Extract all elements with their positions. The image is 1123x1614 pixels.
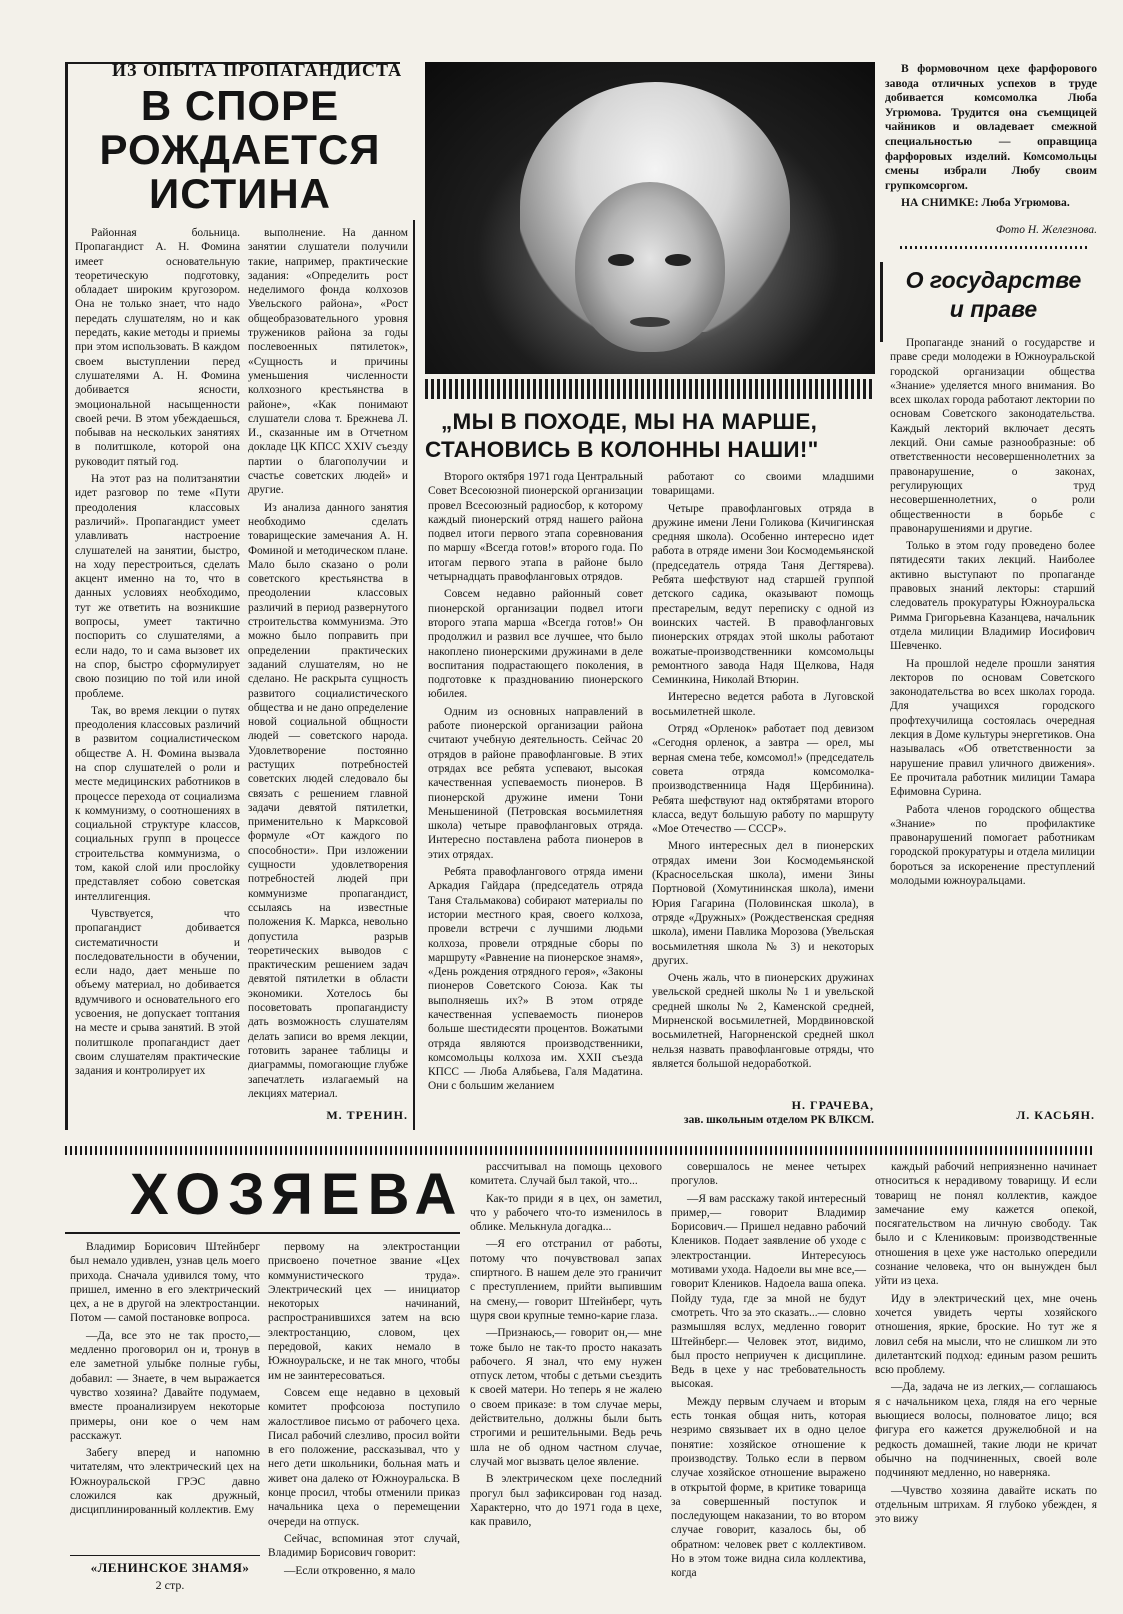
- caption-text: В формовочном цехе фарфорового завода отличных успехов в труде добивается комсомолка Люба Угрюмова. Трудится она съемщицей чайников и овладевает смежной специальностью — оправщица фарфоровых изделий. Комсомольцы смены избрали Любу своим групкомсоргом.: [885, 62, 1097, 192]
- article3-title-line2: и праве: [949, 296, 1038, 322]
- article2-column-1: [428, 470, 643, 1135]
- article3-body: [890, 336, 1095, 1106]
- paragraph: —Я его отстранил от работы, потому что почувствовал запах спиртного. В нашем деле это граничит с преступлением, прийти выпившим на смену,— говорит Штейнберг, чуть щуря свои крупные темно-карие глаза.: [470, 1238, 662, 1322]
- paragraph: Совсем недавно районный совет пионерской организации подвел итоги второго этапа марша «Всегда готов!» Он продолжил и развил все лучшее, что было накоплено пионерскими дружинами в деле воспитания подрастающего поколения, в подготовке к празднованию пионерского юбилея.: [428, 588, 643, 701]
- paragraph: каждый рабочий неприязненно начинает относиться к нерадивому товарищу. И если товарищ не понял коллектив, каждое замечание ему кажется опекой, посягательством на личную свободу. Так было и с Клениковым: производственные отношения в цехе уже настолько опередили сознание человека, что он вынужден был уйти из цеха.: [875, 1161, 1097, 1288]
- paragraph: Чувствуется, что пропагандист добивается систематичности и последовательности в обучении, если надо, дает меньше по объему материал, но добивается вдумчивого и основательного его усвоения, не допускает топтания на месте и срыва занятий. В этой политшколе пропагандист дает своим слушателям практические задания и контролирует их: [75, 907, 240, 1078]
- paragraph: Забегу вперед и напомню читателям, что электрический цех на Южноуральской ГРЭС давно сложился как дружный, дисциплинированный коллектив. Ему: [70, 1447, 260, 1517]
- paragraph: Районная больница. Пропагандист А. Н. Фомина имеет основательную теоретическую подготовку, обладает широким кругозором. Она не только знает, что надо передать слушателям, но и как передать, какие методы и приемы при этом использовать. В каждом своем выступлении перед слушателями А. Н. Фомина добивается ясности, эмоциональной насыщенности своей речи. В этом убеждаешься, побывав на нескольких занятиях в политшколе, которой она руководит пятый год.: [75, 227, 240, 468]
- article1-column-1: [75, 226, 240, 1116]
- article1-title-line2: РОЖДАЕТСЯ: [99, 126, 381, 173]
- article2-signature: Н. ГРАЧЕВА,: [791, 1098, 874, 1112]
- article4-column-4: [671, 1160, 866, 1605]
- article3-title-line1: О государстве: [905, 267, 1082, 293]
- paragraph: Сейчас, вспоминая этот случай, Владимир Борисович говорит:: [268, 1532, 460, 1560]
- photo-bottom-bar: [425, 379, 875, 399]
- article3-title: [890, 266, 1097, 324]
- paragraph: Второго октября 1971 года Центральный Совет Всесоюзной пионерской организации провел Всесоюзный радиосбор, к которому каждый пионерский отряд нашего района подвел итоги первого этапа соревнования по маршу «Всегда готов!» второго года. По итогам первого этапа в районе было четырнадцать правофланговых отрядов.: [428, 471, 643, 584]
- article4-column-1: [70, 1240, 260, 1552]
- article1-right-rule: [413, 220, 415, 1130]
- paragraph: Совсем еще недавно в цеховый комитет профсоюза поступило жалостливое письмо от рабочего цеха. Писал рабочий слезливо, просил войти в его положение, рассказывал, что у него дети школьники, больная мать и живет она далеко от Южноуральска. В конце просил, чтобы отменили приказ начальника цеха о перемещении очереди на отпуск.: [268, 1386, 460, 1528]
- article3-signature: Л. КАСЬЯН.: [1016, 1108, 1095, 1122]
- article1-title-line3: ИСТИНА: [149, 170, 331, 217]
- photo-caption: [885, 62, 1097, 210]
- article4-column-3: [470, 1160, 662, 1605]
- paragraph: Владимир Борисович Штейнберг был немало удивлен, узнав цель моего прихода. Сначала удивился тому, что пришел, именно в его электрический цех, а не в другой на электростанции. Потом — самой постановке вопроса.: [70, 1241, 260, 1325]
- article2-signature-role: зав. школьным отделом РК ВЛКСМ.: [684, 1114, 874, 1126]
- paragraph: работают со своими младшими товарищами.: [652, 471, 874, 498]
- footer-page-number: 2 стр.: [155, 1578, 185, 1592]
- paragraph: выполнение. На данном занятии слушатели получили такие, например, практические задания: «Определить рост неделимого фонда колхозов Увельского района», «Рост общеобразовательного уровня тружеников района за годы послевоенных пятилеток», «Сущность и причины уменьшения численности колхозного крестьянства в районе», «Как понимают слушатели слова т. Брежнева Л. И., сказанные им в Отчетном докладе ЦК КПСС XXIV съезду партии о благополучии и счастье советских людей» и другие.: [248, 227, 408, 497]
- article4-column-2: [268, 1240, 460, 1605]
- paragraph: Интересно ведется работа в Луговской восьмилетней школе.: [652, 691, 874, 718]
- paragraph: Отряд «Орленок» работает под девизом «Сегодня орленок, а завтра — орел, мы верная смена тебе, комсомол!» (председатель совета отряда комсомолка-производственница Надя Щербинина). Ребята шефствуют над октябрятами второго класса, ведут большую работу по маршруту «Мое Отечество — СССР».: [652, 723, 874, 836]
- paragraph: совершалось не менее четырех прогулов.: [671, 1161, 866, 1188]
- article1-left-rule: [65, 62, 68, 1130]
- article1-signature: М. ТРЕНИН.: [326, 1108, 408, 1122]
- paragraph: Только в этом году проведено более пятидесяти таких лекций. Наиболее активно выступают по пропаганде правовых знаний лекторы: старший следователь прокуратуры Южноуральска Римма Григорьевна Казанцева, начальник отдела милиции Владимир Иосифович Шевченко.: [890, 540, 1095, 653]
- article4-title: ХОЗЯЕВА: [130, 1162, 465, 1227]
- paragraph: В электрическом цехе последний прогул был зафиксирован год назад. Характерно, что до 1971 года в цехе, как правило,: [470, 1473, 662, 1529]
- article1-title: [80, 84, 400, 216]
- separator-dots: [900, 246, 1090, 249]
- photo-credit: Фото Н. Железнова.: [995, 224, 1097, 236]
- article4-title-underline: [65, 1232, 460, 1234]
- paragraph: рассчитывал на помощь цехового комитета. Случай был такой, что...: [470, 1161, 662, 1188]
- paragraph: Как-то приди я в цех, он заметил, что у рабочего что-то изменилось в облике. Мелькнула догадка...: [470, 1192, 662, 1234]
- paragraph: На прошлой неделе прошли занятия лекторов по основам Советского законодательства во всех школах города. Для учащихся городского профтехучилища состоялась очередная лекция в Доме культуры энергетиков. Она называлась «Об ответственности за нарушение правил уличного движения». Ее прочитала работник милиции Тамара Ефимовна Сурина.: [890, 657, 1095, 799]
- article1-title-line1: В СПОРЕ: [140, 82, 340, 129]
- photo-girl-in-headscarf: [425, 62, 875, 374]
- paragraph: —Да, задача не из легких,— соглашаюсь я с начальником цеха, глядя на его черные вьющиеся волосы, полноватое лицо; вся фигура его кажется дружелюбной и на редкость домашней, такие люди не кричат обычно на подчиненных, своей воле подчиняют медленно, но наверняка.: [875, 1381, 1097, 1480]
- paragraph: первому на электростанции присвоено почетное звание «Цех коммунистического труда». Электрический цех — инициатор некоторых начинаний, распространившихся затем на всю электростанцию, словом, цех передовой, каких немало в Южноуральске, и не так много, чтобы им не заинтересоваться.: [268, 1241, 460, 1382]
- left-eye-shape: [608, 254, 634, 266]
- paragraph: Много интересных дел в пионерских отрядах имени Зои Космодемьянской (Красносельская школа), имени Зины Портновой (Хомутининская школа), имени Юрия Гагарина (Половинская школа), в отряде «Дружных» (Рождественская средняя школа), имени Павлика Морозова (Увельская восьмилетняя школа № 3) и некоторых других.: [652, 840, 874, 967]
- paragraph: —Признаюсь,— говорит он,— мне тоже было не так-то просто наказать рабочего. Я знал, что ему нужен отпуск летом, чтобы с детьми съездить к своей матери. Но теперь я не жалею о своем приказе: в том случае меры, действительно, должны были быть строгими и решительными. Ведь речь шла не об одном частном случае, случай мог вызвать целое явление.: [470, 1327, 662, 1468]
- article1-kicker: ИЗ ОПЫТА ПРОПАГАНДИСТА: [112, 60, 403, 80]
- paragraph: Иду в электрический цех, мне очень хочется увидеть черты хозяйского отношения, яркие, броские. Но тут же я ловил себя на мысли, что не слишком ли это дилетантский подход: единым разом решить всю проблему.: [875, 1292, 1097, 1377]
- paragraph: Работа членов городского общества «Знание» по профилактике правонарушений помогает работникам городской прокуратуры и отдела милиции бороться за искоренение преступлений молодыми южноуральцами.: [890, 803, 1095, 887]
- paragraph: Пропаганде знаний о государстве и праве среди молодежи в Южноуральской городской организации общества «Знание» уделяется много внимания. Во всех школах города работают лектории по основам Советского законодательства. Каждый лекторий включает десять лекций. Они самые разнообразные: об ответственности несовершеннолетних за правонарушение, о законах, регулирующих труд несовершеннолетних, о роли общественности в борьбе с правонарушениями и другие.: [890, 337, 1095, 535]
- caption-na-snimke: НА СНИМКЕ: Люба Угрюмова.: [901, 196, 1070, 210]
- article2-title: [425, 408, 880, 464]
- article2-title-line1: „МЫ В ПОХОДЕ, МЫ НА МАРШЕ,: [441, 409, 818, 434]
- paragraph: —Чувство хозяина давайте искать по отдельным штрихам. Я глубоко убежден, я это вижу: [875, 1484, 1097, 1526]
- article3-left-rule: [880, 262, 883, 342]
- paragraph: Одним из основных направлений в работе пионерской организации района считают учебную деятельность. Сейчас 20 отрядов в районе правофланговые. В этих отрядах все ребята успевают, высокая качественная успеваемость пионеров. В пионерской дружине имени Тони Меньшениной (Петровская восьмилетняя школа) четыре правофланговых отряда. Интересно поставлена работа пионеров в этих отрядах.: [428, 705, 643, 861]
- right-eye-shape: [665, 254, 691, 266]
- paragraph: Из анализа данного занятия необходимо сделать товарищеские замечания А. Н. Фоминой и методическом плане. Мало было сказано о роли советского крестьянства в преодолении классовых различий в период развернутого строительства коммунизма. Это можно было поправить при определении практических заданий слушателям, но не сделано. Не раскрыта сущность развитого социалистического общества и не дано определение новой социальной общности людей — советского народа. Удовлетворение постоянно растущих потребностей советских людей следовало бы связать с решением главной задачи девятой пятилетки, применительно к Марксовой формуле «От каждого по способности». При изложении сущности удовлетворения потребностей людей при коммунизме пропагандист, ссылаясь на известные положения К. Маркса, невольно допустила разрыв теоретических выводов с практическим решением задач девятой пятилетки в области экономики. Хотелось бы посоветовать пропагандисту дать возможность слушателям делать записи во время лекции, готовить заранее таблицы и диаграммы, помогающие глубже запечатлеть излагаемый на лекциях материал.: [248, 501, 408, 1100]
- article2-title-line2: СТАНОВИСЬ В КОЛОННЫ НАШИ!": [425, 437, 819, 462]
- paragraph: Между первым случаем и вторым есть тонкая общая нить, которая незримо связывает их в одно целое понятие: хозяйское отношение к производству. Только если в первом случае хозяйское отношение выражено в открытой форме, в критике товарища за совершенный поступок и последующем наказании, то во втором случае говорит, казалось бы, об обратном: человек рвет с коллективом. Но в этом тоже видна сила коллектива, когда: [671, 1395, 866, 1580]
- paragraph: Так, во время лекции о путях преодоления классовых различий в развитом социалистическом обществе А. Н. Фомина вызвала на спор слушателей о роли и месте медицинских работников в процессе перехода от социализма к коммунизму, о соотношениях в социальной структуре классов, социальных групп в процессе строительства коммунизма, о том, какой слой или прослойку представляет собою советская интеллигенция.: [75, 704, 240, 903]
- paragraph: —Я вам расскажу такой интересный пример,— говорит Владимир Борисович.— Пришел недавно рабочий Клеников. Подает заявление об уходе с электростанции. Интересуюсь мотивами ухода. Надоели вы мне все,— говорит Клеников. Надоела ваша опека. Пойду туда, где за мной не будут смотреть. Что за это сказать...— словно размышляя вслух, медленно говорит Штейнберг.— Человек этот, видимо, был просто неприучен к дисциплине. Ведь в цехе у нас требовательность высокая.: [671, 1192, 866, 1391]
- paragraph: Очень жаль, что в пионерских дружинах увельской средней школы № 1 и увельской средней школы № 2, Каменской средней, Мирненской восьмилетней, Мордвиновской восьмилетней, Нагорненской средней школ нельзя назвать правофланговые отряды, что является большой недоработкой.: [652, 972, 874, 1070]
- article2-column-2: [652, 470, 874, 1090]
- paragraph: На этот раз на политзанятии идет разговор по теме «Пути преодоления классовых различий». Пропагандист умеет улавливать настроение слушателей на занятии, быстро, на ходу перестроиться, сделать акцент именно на то, что в данных условиях необходимо, тут же ответить на возникшие вопросы, умеет тактично поспорить со слушателями, а если надо, то и сама вызовет их на спор, быстро сформулирует свою позицию по той или иной проблеме.: [75, 473, 240, 700]
- paragraph: —Да, все это не так просто,— медленно проговорил он и, тронув в еле заметной улыбке полные губы, добавил: — Знаете, в чем выражается чувство хозяина? Давайте подумаем, вместе проанализируем некоторые примеры, они кое о чем нам расскажут.: [70, 1329, 260, 1442]
- article1-column-2: [248, 226, 408, 1100]
- paragraph: Ребята правофлангового отряда имени Аркадия Гайдара (председатель отряда Таня Стальмакова) собирают материалы по истории местного края, своего колхоза, провели встречи с лучшими людьми колхоза, провели отрядные сборы по маршруту «Равнение на пионерское знамя», «День рождения отрядного героя», «Законы пионеров Советского Союза. Как ты выполняешь их?» В этом отряде качественная успеваемость пионеров больше шестидесяти процентов. Вожатыми отряда являются производственники, комсомольцы колхоза им. XXII съезда КПСС — Люба Алябьева, Галя Мадатина. Они с большим желанием: [428, 866, 643, 1093]
- footer-rule: [70, 1555, 260, 1556]
- section-separator-dots: [65, 1146, 1095, 1155]
- footer-paper-name: «ЛЕНИНСКОЕ ЗНАМЯ»: [90, 1560, 250, 1575]
- paragraph: —Если откровенно, я мало: [284, 1564, 416, 1577]
- article4-column-5: [875, 1160, 1097, 1605]
- mouth-shape: [630, 317, 670, 327]
- paragraph: Четыре правофланговых отряда в дружине имени Лени Голикова (Кичигинская средняя школа). Особенно интересно идет работа в отряде имени Зои Космодемьянской (председатель отряда Таня Дегтярева). Ребята шефствуют над старшей группой детского садика, оказывают помощь престарелым, ведут переписку с одной из воинских частей. В правофланговых пионерских отрядах этой школы работают вожатые-производственники комсомольцы ремонтного завода Надя Щелкова, Надя Семинкина, Николай Втюрин.: [652, 502, 874, 687]
